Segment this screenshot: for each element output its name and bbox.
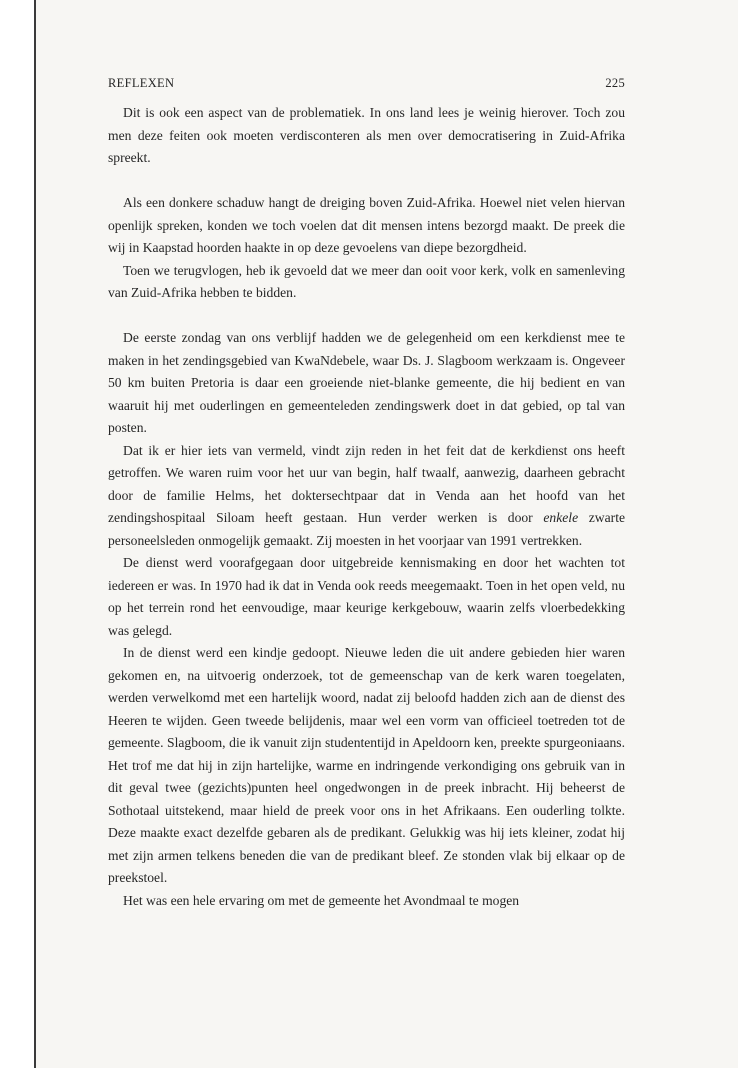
section-break (108, 305, 625, 328)
paragraph-kerkdienst-getroffen (108, 440, 625, 553)
paragraph-text: zwarte personeelsleden onmogelijk gemaakt. Zij moesten in het voorjaar van 1991 vertrekken. (108, 510, 625, 548)
page-content (108, 68, 625, 912)
running-title: REFLEXEN (108, 76, 175, 90)
paragraph-terugvlogen: Toen we terugvlogen, heb ik gevoeld dat we meer dan ooit voor kerk, volk en samenleving van Zuid-Afrika hebben te bidden. (108, 262, 625, 300)
paragraph-text: Dat ik er hier iets van vermeld, vindt zijn reden in het feit dat de kerkdienst ons heeft getroffen. We waren ruim voor het uur van begin, half twaalf, aanwezig, daarheen gebracht door de familie Helms, het doktersechtpaar dat in Venda aan het hoofd van het zendingshospitaal Siloam heeft gestaan. Hun verder werken is door (108, 442, 625, 525)
paragraph-dienst-voorafgegaan: De dienst werd voorafgegaan door uitgebreide kennismaking en door het wachten tot iedereen er was. In 1970 had ik dat in Venda ook reeds meegemaakt. Toen in het open veld, nu op het terrein rond het eenvoudige, maar keurige kerkgebouw, waarin zelfs vloerbedekking was gelegd. (108, 555, 625, 638)
page-number: 225 (605, 76, 625, 90)
emphasized-word: enkele (543, 510, 579, 525)
running-header (108, 68, 625, 94)
paragraph-avondmaal: Het was een hele ervaring om met de gemeente het Avondmaal te mogen (123, 892, 520, 908)
paragraph-doop: In de dienst werd een kindje gedoopt. Nieuwe leden die uit andere gebieden hier waren gekomen en, na uitvoerig onderzoek, tot de gemeenschap van de kerk waren toegelaten, werden verwelkomd met een hartelijk woord, nadat zij beloofd hadden zich aan de dienst des Heeren te wijden. Geen tweede belijdenis, maar wel een vorm van officieel toetreden tot de gemeente. Slagboom, die ik vanuit zijn studententijd in Apeldoorn ken, preekte spurgeoniaans. Het trof me dat hij in zijn hartelijke, warme en indringende verkondiging ons gebruik van in dit geval twee (gezichts)punten heel ongedwongen in de preek inbracht. Hij beheerst de Sothotaal uitstekend, maar hield de preek voor ons in het Afrikaans. Een ouderling tolkte. Deze maakte exact dezelfde gebaren als de predikant. Gelukkig was hij iets kleiner, zodat hij met zijn armen telkens beneden die van de predikant bleef. Ze stonden vlak bij elkaar op de preekstoel. (108, 645, 625, 885)
paragraph-dreiging: Als een donkere schaduw hangt de dreiging boven Zuid-Afrika. Hoewel niet velen hiervan openlijk spreken, konden we toch voelen dat dit mensen intens bezorgd maakt. De preek die wij in Kaapstad hoorden haakte in op deze gevoelens van diepe bezorgdheid. (108, 195, 625, 255)
paragraph-eerste-zondag: De eerste zondag van ons verblijf hadden we de gelegenheid om een kerkdienst mee te maken in het zendingsgebied van KwaNdebele, waar Ds. J. Slagboom werkzaam is. Ongeveer 50 km buiten Pretoria is daar een groeiende niet-blanke gemeente, die hij bedient en van waaruit hij met ouderlingen en gemeenteleden zendingswerk doet in dat gebied, op tal van posten. (108, 330, 625, 435)
section-break (108, 170, 625, 193)
paragraph-problematiek: Dit is ook een aspect van de problematiek. In ons land lees je weinig hierover. Toch zou men deze feiten ook moeten verdisconteren als men over democratisering in Zuid-Afrika spreekt. (108, 105, 625, 165)
